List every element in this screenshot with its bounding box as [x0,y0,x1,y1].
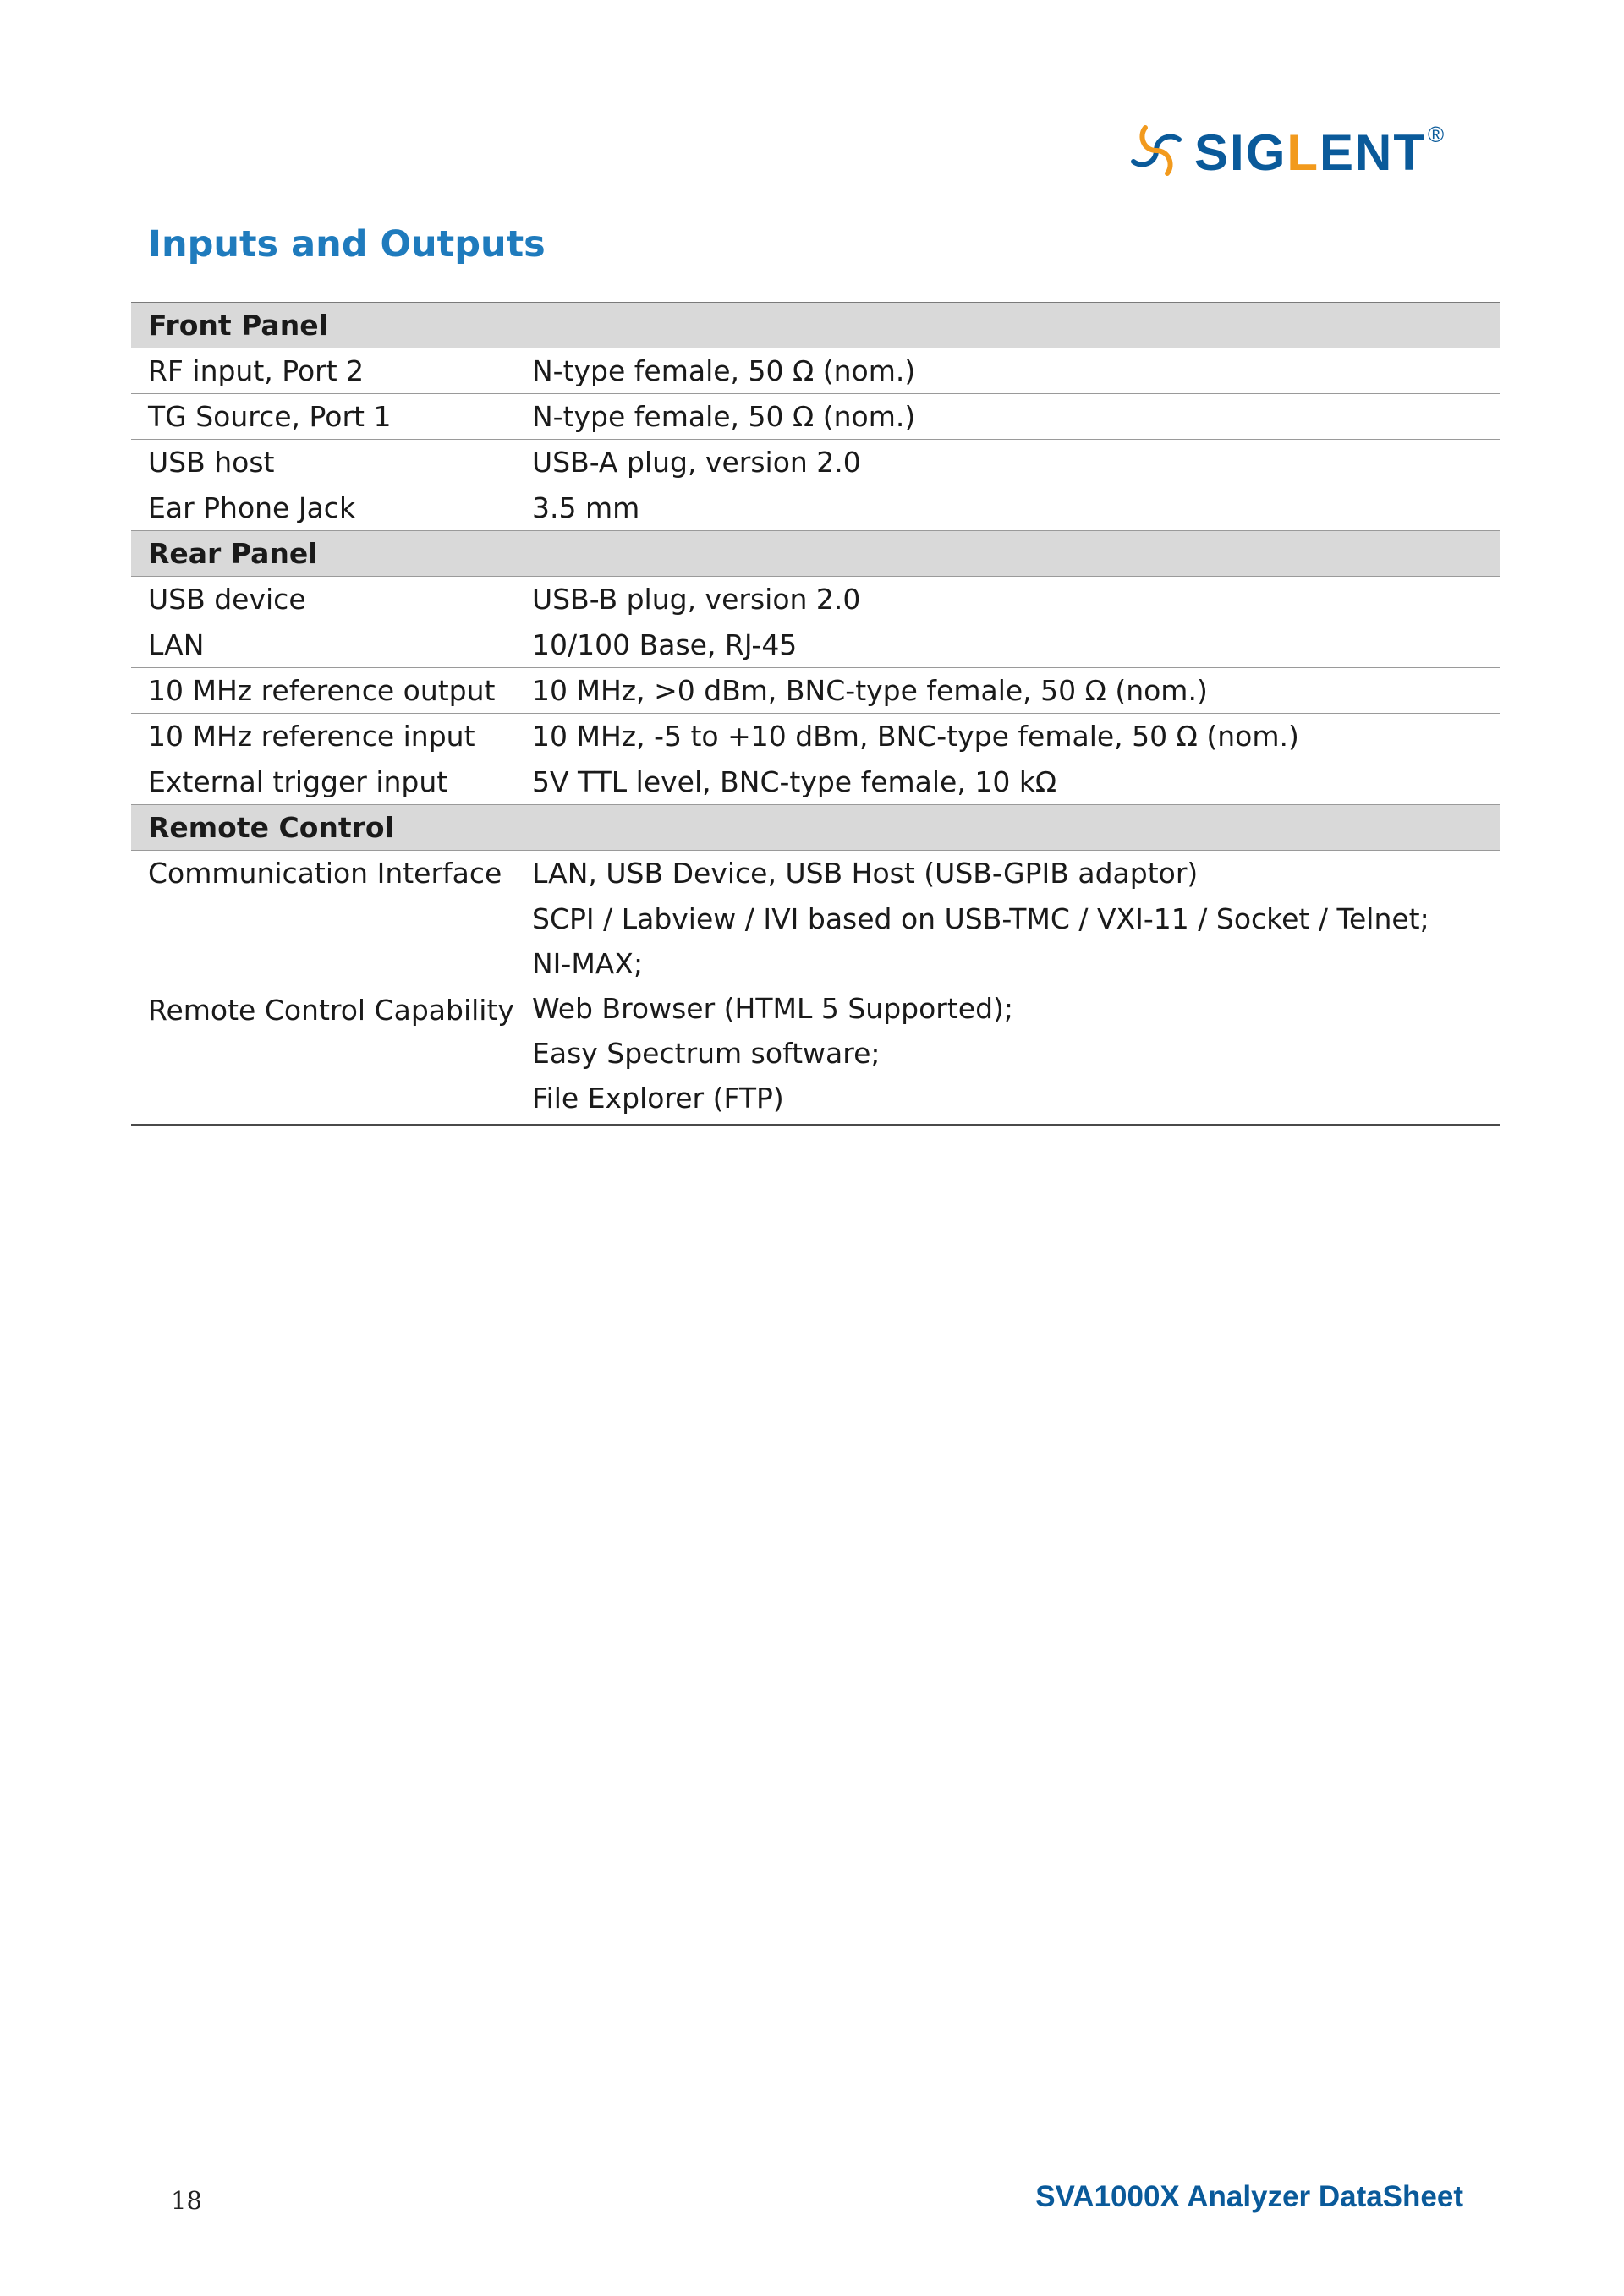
spec-label: TG Source, Port 1 [131,394,532,440]
group-heading: Front Panel [131,303,1500,348]
page-number: 18 [171,2186,202,2215]
spec-label: RF input, Port 2 [131,348,532,394]
table-row [131,485,1500,531]
brand-suffix: ENT [1320,123,1427,181]
table-row [131,851,1500,896]
siglent-wordmark [1194,123,1426,182]
spec-value: 10 MHz, >0 dBm, BNC-type female, 50 Ω (nom.) [532,668,1500,714]
group-row-rear-panel [131,531,1500,577]
table-row-multiline [131,896,1500,1126]
spec-label: Communication Interface [131,851,532,896]
spec-value: 10 MHz, -5 to +10 dBm, BNC-type female, 50 Ω (nom.) [532,714,1500,759]
registered-mark: ® [1428,122,1445,147]
spec-label: USB device [131,577,532,622]
table-row [131,622,1500,668]
spec-value-list [532,896,1500,1126]
table-row [131,348,1500,394]
spec-value: 5V TTL level, BNC-type female, 10 kΩ [532,759,1500,805]
table-row [131,394,1500,440]
spec-label: USB host [131,440,532,485]
group-heading: Remote Control [131,805,1500,851]
spec-value: 3.5 mm [532,485,1500,531]
spec-label: Ear Phone Jack [131,485,532,531]
specs-table [131,302,1500,1126]
page-title: Inputs and Outputs [148,223,546,266]
spec-value-line: Web Browser (HTML 5 Supported); [532,992,1014,1025]
spec-value: N-type female, 50 Ω (nom.) [532,348,1500,394]
table-row [131,577,1500,622]
siglent-logo [1122,117,1444,184]
spec-label: Remote Control Capability [131,896,532,1126]
group-row-front-panel [131,303,1500,348]
spec-value-line: Easy Spectrum software; [532,1037,881,1070]
spec-value-line: File Explorer (FTP) [532,1082,784,1115]
siglent-swirl-icon [1122,121,1191,180]
table-row [131,668,1500,714]
spec-label: 10 MHz reference output [131,668,532,714]
spec-label: 10 MHz reference input [131,714,532,759]
brand-accent: L [1287,123,1320,181]
brand-prefix: SIG [1194,123,1287,181]
spec-value-line: SCPI / Labview / IVI based on USB-TMC / VXI-11 / Socket / Telnet; [532,902,1429,935]
spec-value: 10/100 Base, RJ-45 [532,622,1500,668]
table-row [131,714,1500,759]
spec-value-line: NI-MAX; [532,947,644,980]
spec-value: USB-A plug, version 2.0 [532,440,1500,485]
table-row [131,759,1500,805]
group-heading: Rear Panel [131,531,1500,577]
group-row-remote-control [131,805,1500,851]
spec-label: External trigger input [131,759,532,805]
spec-value: LAN, USB Device, USB Host (USB-GPIB adaptor) [532,851,1500,896]
document-name: SVA1000X Analyzer DataSheet [1035,2180,1463,2213]
spec-value: N-type female, 50 Ω (nom.) [532,394,1500,440]
spec-value: USB-B plug, version 2.0 [532,577,1500,622]
table-row [131,440,1500,485]
spec-label: LAN [131,622,532,668]
